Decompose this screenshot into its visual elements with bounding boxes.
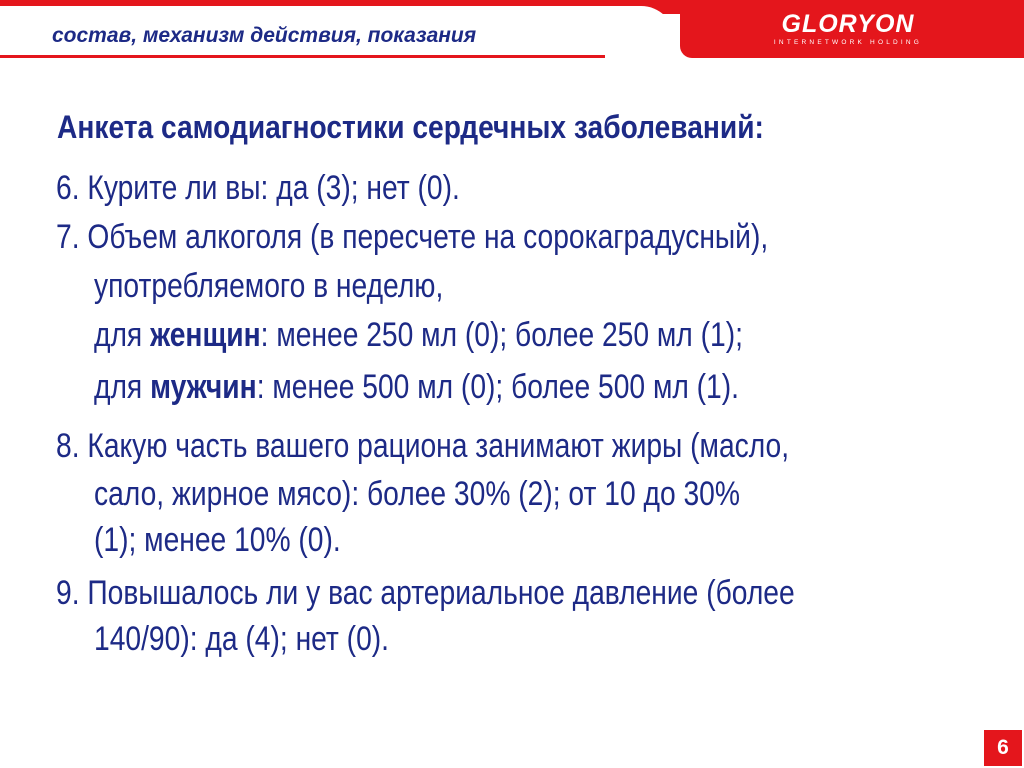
women-label: женщин <box>150 316 261 354</box>
brand-logo-subtitle: INTERNETWORK HOLDING <box>773 39 923 46</box>
question-7-women-line <box>94 308 743 362</box>
brand-logo: GLORYON <box>781 10 915 38</box>
women-values: : менее 250 мл (0); более 250 мл (1); <box>260 316 743 354</box>
men-label: мужчин <box>150 368 257 406</box>
page-number-badge: 6 <box>984 730 1022 766</box>
page-title: Анкета самодиагностики сердечных заболеваний: <box>57 109 764 145</box>
question-7-line-1: 7. Объем алкоголя (в пересчете на сорокаградусный), <box>56 218 769 256</box>
question-8-line-1: 8. Какую часть вашего рациона занимают жиры (масло, <box>56 427 790 465</box>
question-7-line-2: употребляемого в неделю, <box>94 267 444 305</box>
question-8-line-2: сало, жирное мясо): более 30% (2); от 10 до 30% <box>94 475 740 513</box>
question-7-men-line <box>94 360 739 414</box>
question-8-line-3: (1); менее 10% (0). <box>94 521 341 559</box>
question-9-line-1: 9. Повышалось ли у вас артериальное давление (более <box>56 574 795 612</box>
question-9-line-2: 140/90): да (4); нет (0). <box>94 620 390 658</box>
men-values: : менее 500 мл (0); более 500 мл (1). <box>256 368 739 406</box>
men-prefix: для <box>94 368 151 406</box>
header-title: состав, механизм действия, показания <box>52 24 477 47</box>
question-6: 6. Курите ли вы: да (3); нет (0). <box>56 169 460 207</box>
women-prefix: для <box>94 316 151 354</box>
